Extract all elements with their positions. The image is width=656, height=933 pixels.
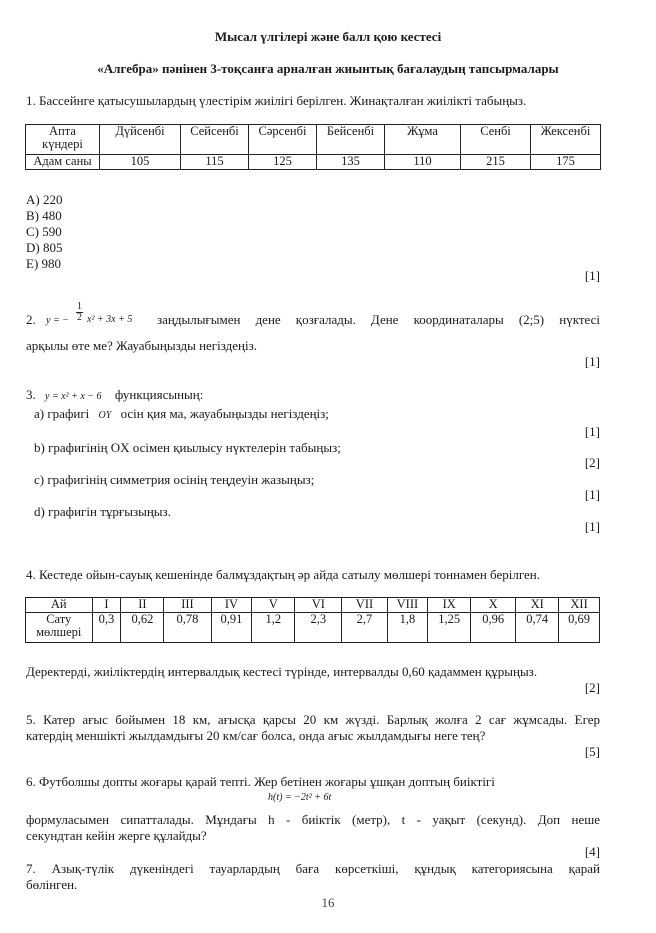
q1-points: [1]: [584, 268, 600, 283]
q7-line1: 7. Азық-түлік дүкеніндегі тауарлардың баға көрсеткіші, құндық категориясына қарай: [26, 861, 600, 876]
q1-text: 1. Бассейнге қатысушылардың үлестірім жиілігі берілген. Жинақталған жиілікті табыңыз.: [26, 93, 527, 108]
q1-count-cell: 115: [181, 155, 249, 170]
page-title: Мысал үлгілері және балл қою кестесі: [214, 29, 442, 44]
q6-points: [4]: [584, 844, 600, 859]
q1-option-d: D) 805: [26, 240, 63, 255]
q1-day-cell: Сейсенбі: [181, 125, 249, 155]
q1-count-cell: 135: [317, 155, 385, 170]
q4-table: [25, 597, 600, 643]
q1-option-c: C) 590: [26, 224, 62, 239]
q4-month-cell: IX: [428, 598, 471, 613]
q4-month-cell: VI: [295, 598, 342, 613]
q4-month-cell: III: [164, 598, 211, 613]
q6-line3: секундтан кейін жерге құлайды?: [26, 828, 207, 843]
q4-value-cell: 0,69: [559, 613, 600, 643]
q4-value-cell: 1,25: [428, 613, 471, 643]
q1-day-cell: Дүйсенбі: [100, 125, 181, 155]
q3-c-points: [1]: [584, 487, 600, 502]
q1-day-cell: Сәрсенбі: [249, 125, 317, 155]
q3-c: c) графигінің симметрия осінің теңдеуін жазыңыз;: [34, 472, 315, 487]
q4-month-cell: XII: [559, 598, 600, 613]
q3-b-points: [2]: [584, 455, 600, 470]
q1-count-cell: 215: [461, 155, 531, 170]
q4-month-cell: V: [252, 598, 295, 613]
q5-points: [5]: [584, 744, 600, 759]
q1-day-cell: Жұма: [385, 125, 461, 155]
q1-count-cell: 125: [249, 155, 317, 170]
page-number: 16: [321, 895, 335, 910]
q3-a-points: [1]: [584, 424, 600, 439]
q4-value-cell: 0,3: [92, 613, 121, 643]
q1-count-cell: 105: [100, 155, 181, 170]
q5-line2: катердің меншікті жылдамдығы 20 км/сағ болса, онда ағыс жылдамдығы неге тең?: [26, 728, 486, 743]
q4-month-cell: XI: [516, 598, 559, 613]
q1-option-a: A) 220: [26, 192, 63, 207]
q2-text1: заңдылығымен дене қозғалады. Дене координаталары (2;5) нүктесі: [157, 312, 600, 327]
q1-options: [26, 192, 62, 272]
q2-fraction: $\frac{1}{2}$: [77, 301, 82, 323]
q1-day-cell: Бейсенбі: [317, 125, 385, 155]
q4-month-cell: I: [92, 598, 121, 613]
q2-line1: 2. y = − $\frac{1}{2}$ x² + 3x + 5 заңдылығымен дене қозғалады. Дене координаталары (2;5) нүктесі: [26, 301, 600, 327]
q7-line2: бөлінген.: [26, 877, 78, 892]
q4-value-cell: 0,62: [121, 613, 164, 643]
q4-text: 4. Кестеде ойын-сауық кешенінде балмұздақтың әр айда сатылу мөлшері тоннамен берілген.: [26, 567, 541, 582]
q4-value-cell: 1,8: [387, 613, 428, 643]
q4-value-cell: 0,96: [471, 613, 516, 643]
q4-month-cell: VII: [342, 598, 387, 613]
q3-b: b) графигінің OX осімен қиылысу нүктелерін табыңыз;: [34, 440, 341, 455]
q6-line1: 6. Футболшы допты жоғары қарай тепті. Жер бетінен жоғары ұшқан доптың биіктігі: [26, 774, 495, 789]
q4-month-cell: X: [471, 598, 516, 613]
q3-header: 3. y = x² + x − 6 функциясының:: [26, 387, 204, 402]
q4-value-cell: 2,7: [342, 613, 387, 643]
q4-month-header: Ай: [26, 598, 93, 613]
q4-value-cell: 0,74: [516, 613, 559, 643]
q4-task: Деректерді, жиіліктердің интервалдық кестесі түрінде, интервалды 0,60 қадаммен құрыңыз.: [26, 664, 538, 679]
q1-count-cell: 175: [531, 155, 601, 170]
q3-a: a) графигі OY осін қия ма, жауабыңызды негіздеңіз;: [34, 406, 329, 421]
q1-table: [25, 124, 601, 170]
q1-row-header-count: Адам саны: [26, 155, 100, 170]
q2-formula-suffix: x² + 3x + 5: [87, 314, 133, 325]
q4-month-cell: II: [121, 598, 164, 613]
q1-count-cell: 110: [385, 155, 461, 170]
q4-value-cell: 1,2: [252, 613, 295, 643]
q3-d: d) графигін тұрғызыңыз.: [34, 504, 171, 519]
q4-value-cell: 2,3: [295, 613, 342, 643]
q4-points: [2]: [584, 680, 600, 695]
q2-points: [1]: [584, 354, 600, 369]
q3-d-points: [1]: [584, 519, 600, 534]
q3-formula: y = x² + x − 6: [45, 391, 102, 402]
q1-day-cell: Сенбі: [461, 125, 531, 155]
q4-sales-header: Сату мөлшері: [26, 613, 93, 643]
q1-day-cell: Жексенбі: [531, 125, 601, 155]
q4-month-cell: VIII: [387, 598, 428, 613]
q4-month-cell: IV: [211, 598, 252, 613]
page-subtitle: «Алгебра» пәнінен 3-тоқсанға арналған жиынтық бағалаудың тапсырмалары: [97, 61, 559, 76]
q1-row-header-days: Апта күндері: [26, 125, 100, 155]
q6-formula: h(t) = −2t² + 6t: [268, 792, 332, 803]
q1-option-b: B) 480: [26, 208, 62, 223]
q1-option-e: E) 980: [26, 256, 62, 271]
q4-value-cell: 0,91: [211, 613, 252, 643]
q2-formula-prefix: y = −: [46, 315, 69, 326]
q5-line1: 5. Катер ағыс бойымен 18 км, ағысқа қарсы 20 км жүзді. Барлық жолға 2 сағ жұмсады. Егер: [26, 712, 600, 727]
q6-line2: формуласымен сипатталады. Мұндағы h - биіктік (метр), t - уақыт (секунд). Доп неше: [26, 812, 600, 827]
q4-value-cell: 0,78: [164, 613, 211, 643]
q2-text2: арқылы өте ме? Жауабыңызды негіздеңіз.: [26, 338, 257, 353]
